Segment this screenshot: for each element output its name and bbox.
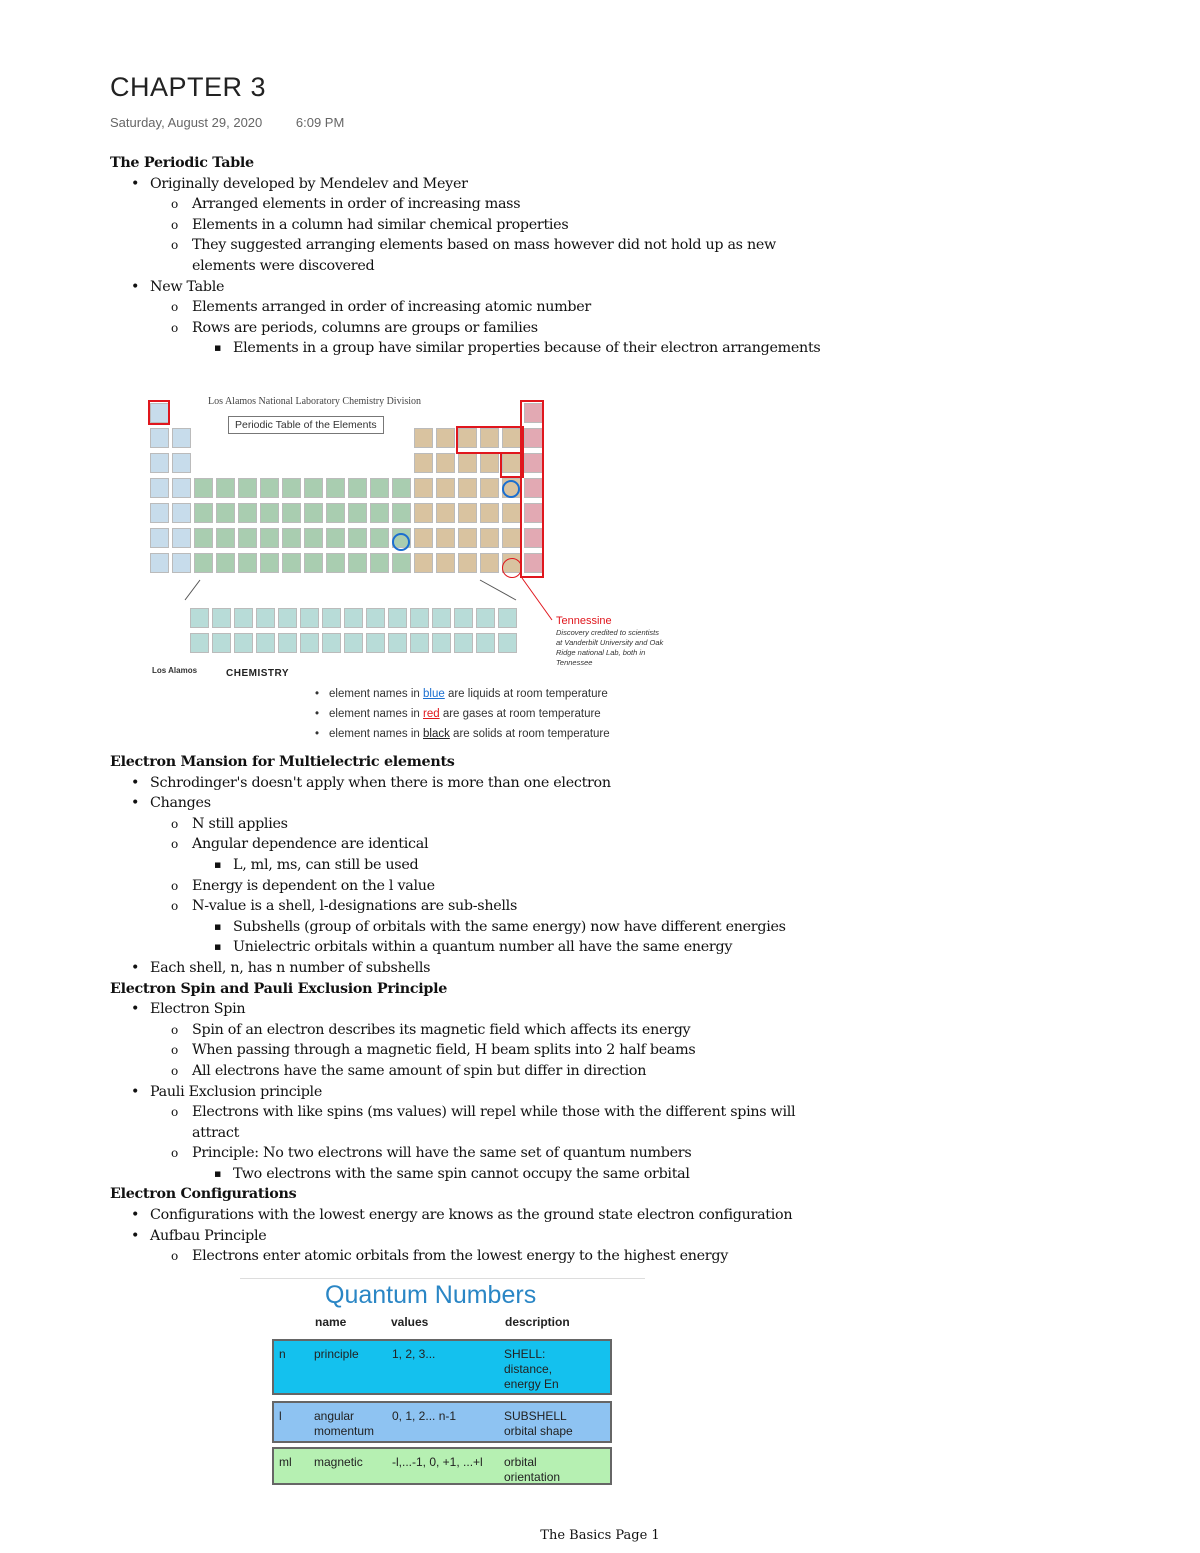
bullet: ▪ Subshells (group of orbitals with the same energy) now have different energies xyxy=(110,917,1090,938)
bullet: o All electrons have the same amount of spin but differ in direction xyxy=(110,1061,1090,1082)
bullet: o Rows are periods, columns are groups or families xyxy=(110,318,1090,339)
row-name: principle xyxy=(314,1347,359,1361)
section-heading: The Periodic Table xyxy=(110,155,254,171)
chemistry-logo: CHEMISTRY xyxy=(226,668,290,679)
row-values: 1, 2, 3... xyxy=(392,1347,436,1361)
bullet: • Each shell, n, has n number of subshells xyxy=(110,958,1090,979)
quantum-numbers-image xyxy=(240,1278,645,1489)
bullet: o Angular dependence are identical xyxy=(110,834,1090,855)
table-row xyxy=(272,1401,612,1443)
bullet: o Energy is dependent on the l value xyxy=(110,876,1090,897)
note-date: Saturday, August 29, 2020 xyxy=(110,115,263,130)
note-time: 6:09 PM xyxy=(295,115,345,130)
bullet: o Arranged elements in order of increasing mass xyxy=(110,194,1090,215)
row-description: SUBSHELL orbital shape xyxy=(504,1409,573,1438)
legend xyxy=(315,684,610,744)
periodic-table-image xyxy=(140,388,685,743)
bullet: o Electrons with like spins (ms values) will repel while those with the different spins will xyxy=(110,1102,1090,1123)
legend-item: • element names in blue are liquids at room temperature xyxy=(315,684,610,704)
table-row xyxy=(272,1339,612,1395)
bullet: • Configurations with the lowest energy are knows as the ground state electron configuration xyxy=(110,1205,1090,1226)
section-heading: Electron Spin and Pauli Exclusion Principle xyxy=(110,980,448,997)
row-symbol: l xyxy=(279,1409,282,1423)
bullet: • Changes xyxy=(110,793,1090,814)
row-symbol: ml xyxy=(279,1455,292,1469)
bullet: ▪ Unielectric orbitals within a quantum number all have the same energy xyxy=(110,937,1090,958)
bullet: • New Table xyxy=(110,277,1090,298)
bullet: o N-value is a shell, l-designations are sub-shells xyxy=(110,896,1090,917)
bullet-continuation: attract xyxy=(192,1124,240,1141)
section-heading: Electron Mansion for Multielectric elements xyxy=(110,754,455,770)
bullet: o Principle: No two electrons will have the same set of quantum numbers xyxy=(110,1143,1090,1164)
bullet: • Schrodinger's doesn't apply when there is more than one electron xyxy=(110,773,1090,794)
row-symbol: n xyxy=(279,1347,286,1361)
bullet: o Elements arranged in order of increasing atomic number xyxy=(110,297,1090,318)
bullet-continuation: elements were discovered xyxy=(192,257,375,274)
page-footer: The Basics Page 1 xyxy=(540,1528,660,1543)
note-timestamp xyxy=(110,115,374,130)
callout-text: Discovery credited to scientists at Vanderbilt University and Oak Ridge national Lab, both in Tennessee xyxy=(556,628,664,667)
bullet: ▪ L, ml, ms, can still be used xyxy=(110,855,1090,876)
callout-title: Tennessine xyxy=(556,615,612,627)
section-periodic-table xyxy=(110,153,1090,359)
image-heading: Los Alamos National Laboratory Chemistry Division xyxy=(208,396,422,407)
bullet: • Aufbau Principle xyxy=(110,1226,1090,1247)
column-header: values xyxy=(391,1315,429,1329)
row-description: SHELL: distance, energy En xyxy=(504,1347,559,1391)
section-electron-mansion xyxy=(110,752,1090,1267)
row-name: angular momentum xyxy=(314,1409,375,1438)
los-alamos-logo: Los Alamos xyxy=(152,666,198,675)
bullet: ▪ Elements in a group have similar properties because of their electron arrangements xyxy=(110,338,1090,359)
legend-item: • element names in black are solids at room temperature xyxy=(315,724,610,744)
bullet: o Elements in a column had similar chemical properties xyxy=(110,215,1090,236)
row-values: 0, 1, 2... n-1 xyxy=(392,1409,457,1423)
bullet: • Originally developed by Mendelev and Meyer xyxy=(110,174,1090,195)
section-heading: Electron Configurations xyxy=(110,1186,297,1203)
table-row xyxy=(272,1447,612,1485)
bullet: o N still applies xyxy=(110,814,1090,835)
row-values: -l,...-1, 0, +1, ...+l xyxy=(392,1455,483,1469)
image-box-label: Periodic Table of the Elements xyxy=(228,416,384,434)
bullet: ▪ Two electrons with the same spin cannot occupy the same orbital xyxy=(110,1164,1090,1185)
bullet: o Electrons enter atomic orbitals from the lowest energy to the highest energy xyxy=(110,1246,1090,1267)
row-description: orbital orientation xyxy=(504,1455,561,1484)
bullet: • Pauli Exclusion principle xyxy=(110,1082,1090,1103)
bullet: o Spin of an electron describes its magnetic field which affects its energy xyxy=(110,1020,1090,1041)
bullet: o They suggested arranging elements based on mass however did not hold up as new xyxy=(110,235,1090,256)
page-title: CHAPTER 3 xyxy=(110,72,267,102)
image-title: Quantum Numbers xyxy=(325,1281,537,1309)
legend-item: • element names in red are gases at room temperature xyxy=(315,704,610,724)
bullet: • Electron Spin xyxy=(110,999,1090,1020)
bullet: o When passing through a magnetic field, H beam splits into 2 half beams xyxy=(110,1040,1090,1061)
column-header: name xyxy=(315,1315,347,1329)
row-name: magnetic xyxy=(314,1455,363,1469)
column-header: description xyxy=(505,1315,570,1329)
